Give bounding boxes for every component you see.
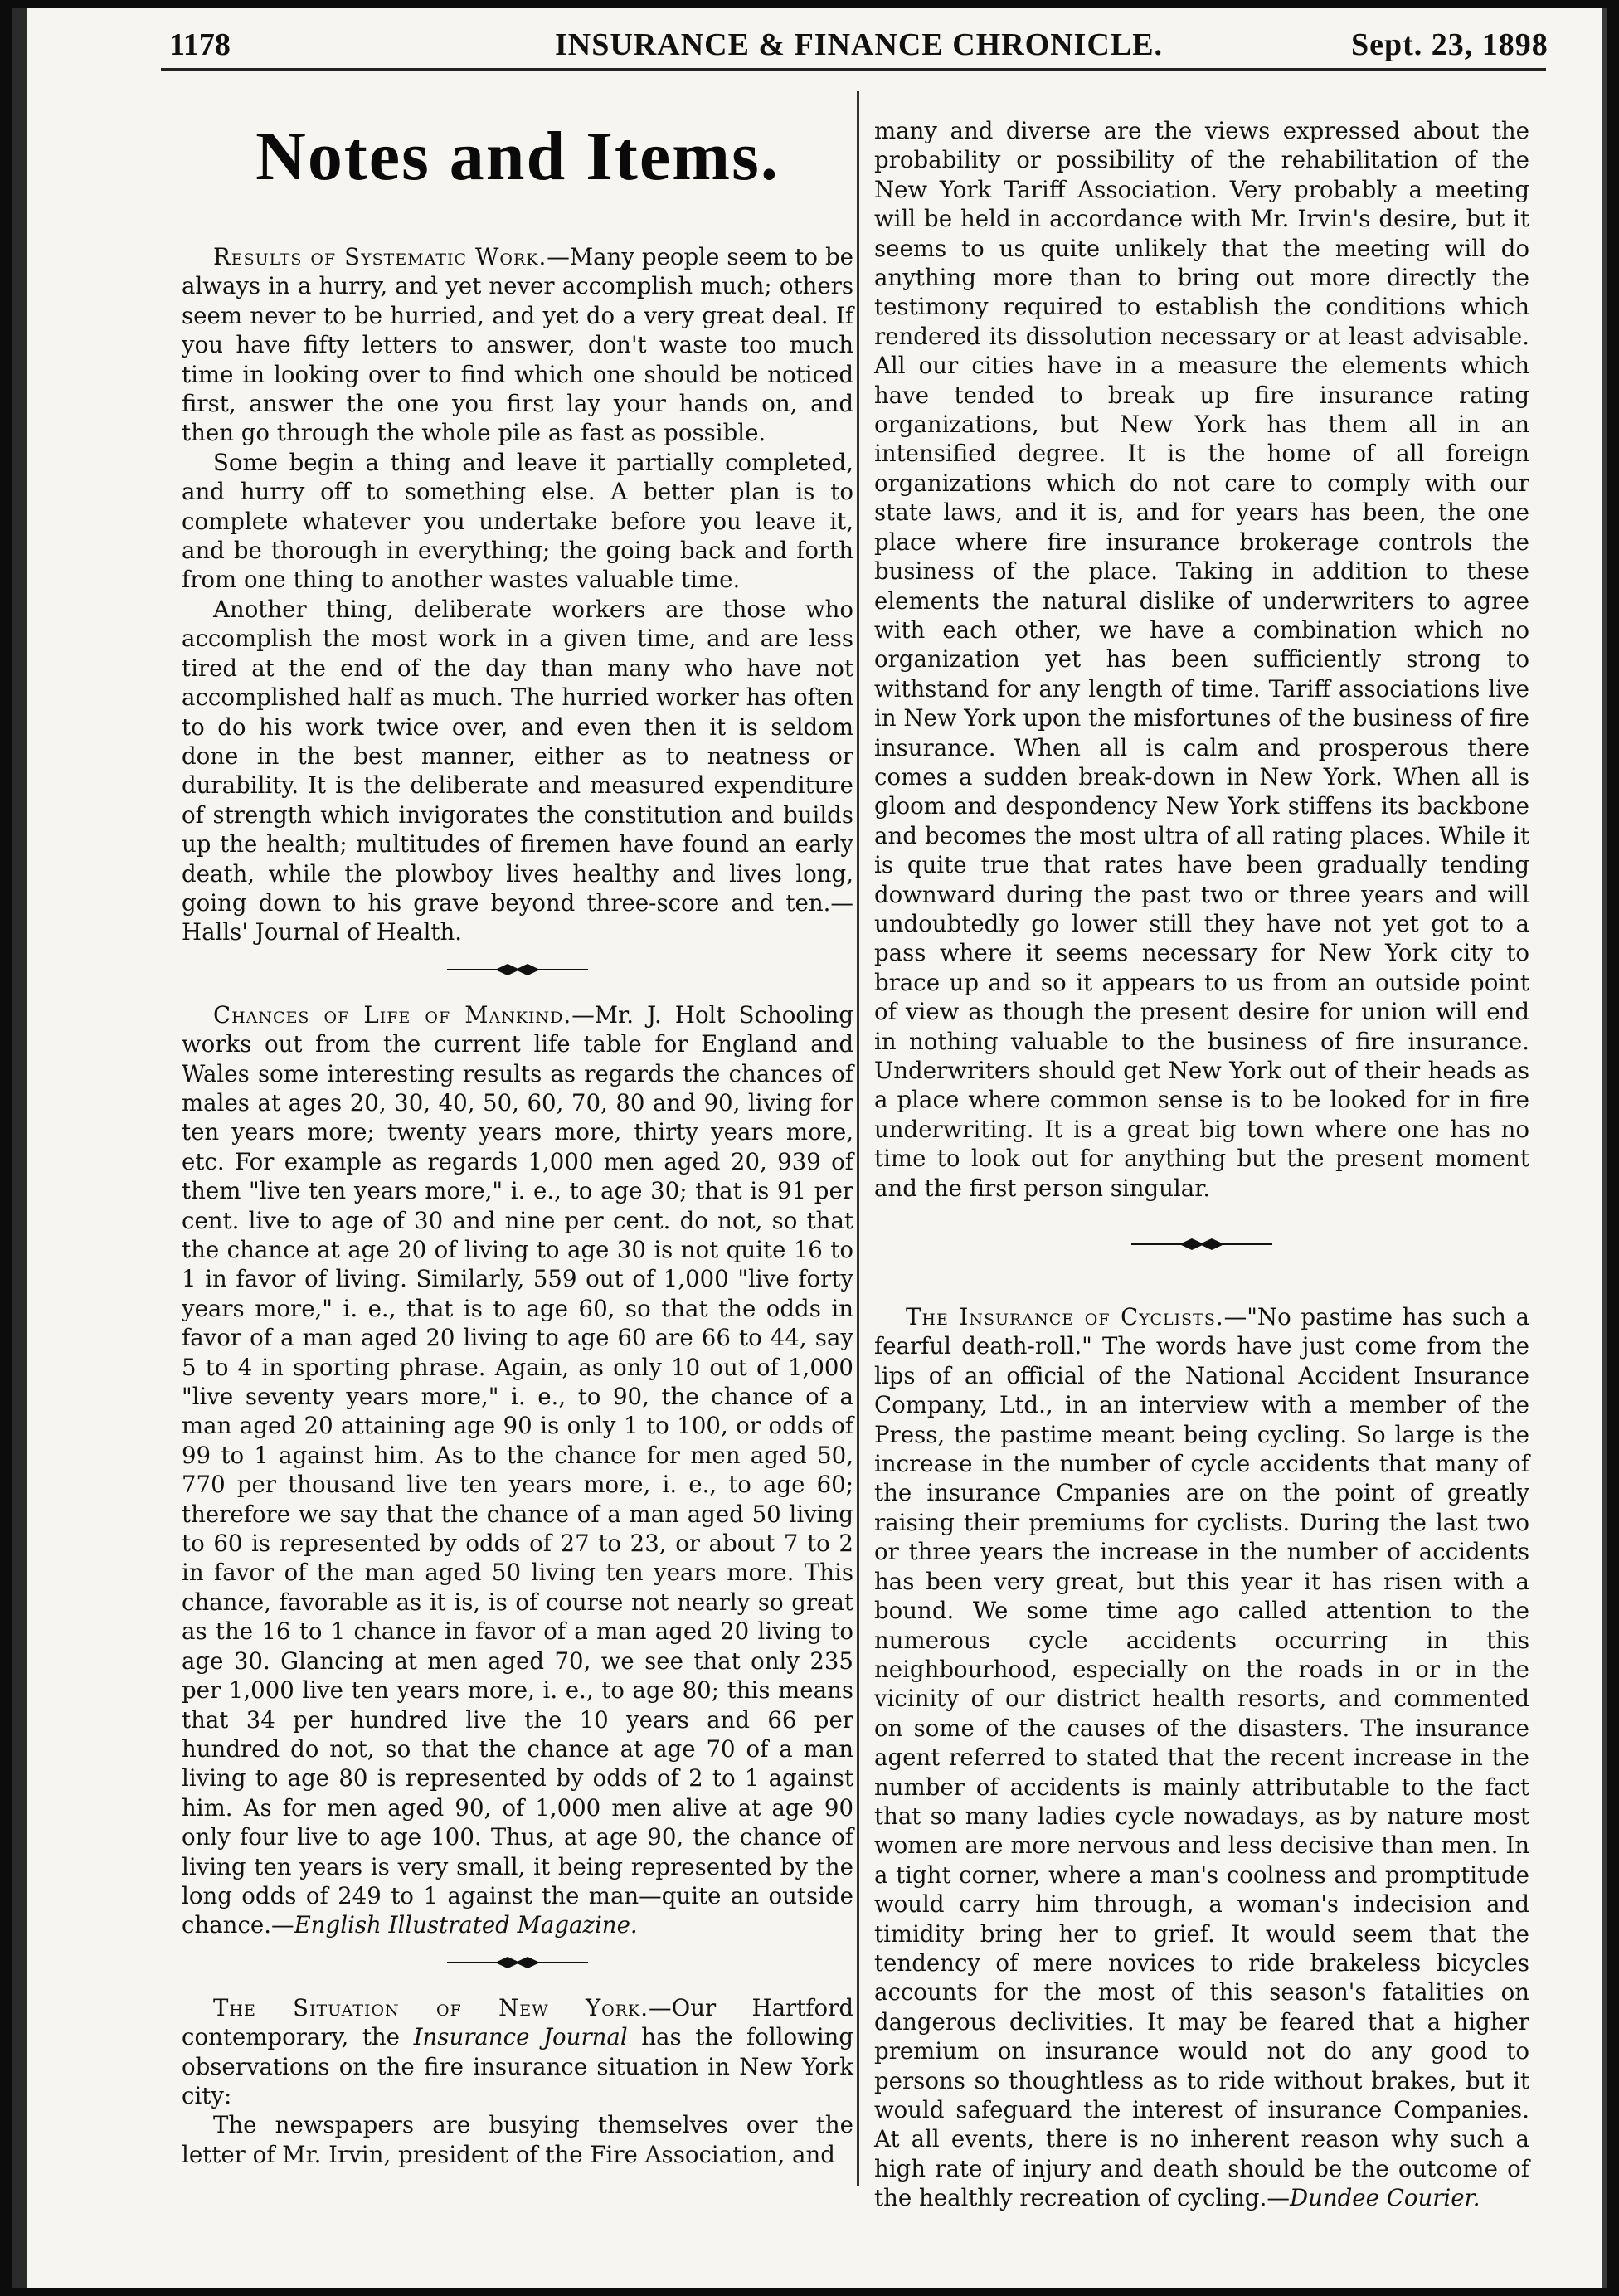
article-cyclists [874,1302,1529,2213]
header-divider [161,68,1546,71]
column-divider [857,91,859,2186]
article-new-york-continued [874,116,1529,1203]
article-systematic-work [182,242,853,947]
article-chances-of-life [182,1000,853,1940]
article-text: —"No pastime has such a fearful death-roll." The words have just come from the lips of an official of the National Accident Insurance Company, Ltd., in an interview with a member of the Press, the pastime meant being cycling. So large is the increase in the number of cycle accidents that many of the insurance Cmpanies are on the point of greatly raising their premiums for cyclists. During the last two or three years the increase in the number of accidents has been very great, but this year it has risen with a bound. We some time ago called attention to the numerous cycle accidents occurring in this neighbourhood, especially on the roads in or in the vicinity of our district health resorts, and commented on some of the causes of the disasters. The insurance agent referred to stated that the recent increase in the number of accidents is mainly attributable to the fact that so many ladies cycle nowadays, as by nature most women are more nervous and less decisive than men. In a tight corner, where a man's coolness and promptitude would carry him through, a woman's indecision and timidity bring her to grief. It would seem that the tendency of mere novices to ride brakeless bicycles accounts for the most of this season's fatalities on dangerous declivities. It may be feared that a higher premium on insurance would not do any good to persons so thoughtless as to ride without brakes, but it would safeguard the interest of insurance Companies. At all events, there is no inherent reason why such a high rate of injury and death should be the outcome of the healthly recreation of cycling.— [874,1303,1529,2212]
page-right-border [1602,8,1607,2288]
article-source: English Illustrated Magazine. [294,1911,638,1939]
article-heading: Chances of Life of Mankind. [213,1000,572,1029]
ornament-divider [874,1219,1529,1269]
newspaper-page [12,8,1607,2288]
article-new-york [182,1993,853,2169]
article-source: Dundee Courier. [1289,2184,1480,2212]
section-title: Notes and Items. [255,118,780,195]
article-heading: The Insurance of Cyclists. [906,1303,1224,1331]
publication-title: INSURANCE & FINANCE CHRONICLE. [555,27,1164,62]
article-paragraph [182,1993,853,2111]
page-left-border [12,8,27,2288]
article-text: —Our Hartford contemporary, the [182,1993,853,2051]
article-paragraph [182,1000,853,1940]
article-heading: Results of Systematic Work. [213,243,547,270]
article-text: —Mr. J. Holt Schooling works out from the current life table for England and Wales some interesting results as regards the chances of males at ages 20, 30, 40, 50, 60, 70, 80 and 90, living for ten years more; twenty years more, thirty years more, etc. For example as regards 1,000 men aged 20, 939 of them "live ten years more," i. e., to age 30; that is 91 per cent. live to age of 30 and nine per cent. do not, so that the chance at age 20 of living to age 30 is not quite 16 to 1 in favor of living. Similarly, 559 out of 1,000 "live forty years more," i. e., that is to age 60, so that the odds in favor of a man aged 20 living to age 60 are 66 to 44, say 5 to 4 in sporting phrase. Again, as only 10 out of 1,000 "live seventy years more," i. e., to 90, the chance of a man aged 20 attaining age 90 is only 1 to 100, or odds of 99 to 1 against him. As to the chance for men aged 50, 770 per thousand live ten years more, i. e., to age 60; therefore we say that the chance of a man aged 50 living to 60 is represented by odds of 27 to 23, or about 7 to 2 in favor of the man aged 50 living ten years more. This chance, favorable as it is, is of course not nearly so great as the 16 to 1 chance in favor of a man aged 20 living to age 30. Glancing at men aged 70, we see that only 235 per 1,000 live ten years more, i. e., to age 80; this means that 34 per hundred live the 10 years and 66 per hundred do not, so that the chance at age 70 of a man living to age 80 is represented by odds of 2 to 1 against him. As for men aged 90, of 1,000 men alive at age 90 only four live to age 100. Thus, at age 90, the chance of living ten years is very small, it being represented by the long odds of 249 to 1 against the man—quite an outside chance.— [182,1000,854,1939]
ornament-divider [182,949,853,990]
left-column [182,108,853,2169]
page-number: 1178 [169,27,231,62]
right-column [874,116,1529,2213]
article-text: —Many people seem to be always in a hurry, and yet never accomplish much; others seem never to be hurried, and yet do a very great deal. If you have fifty letters to answer, don't waste too much time in looking over to find which one should be noticed first, answer the one you first lay your hands on, and then go through the whole pile as fast as possible. [182,243,853,447]
article-heading: The Situation of New York. [213,1993,649,2021]
issue-date: Sept. 23, 1898 [1351,27,1549,62]
article-paragraph: The newspapers are busying themselves over the letter of Mr. Irvin, president of the Fire Association, and [182,2111,853,2168]
journal-name: Insurance Journal [413,2023,628,2051]
article-paragraph [182,242,853,448]
article-text: has the following observations on the fire insurance situation in New York city: [182,2023,853,2109]
ornament-divider [182,1942,853,1983]
article-paragraph: Another thing, deliberate workers are those who accomplish the most work in a given time, and are less tired at the end of the day than many who have not accomplished half as much. The hurried worker has often to do his work twice over, and even then it is seldom done in the best manner, either as to neatness or durability. It is the deliberate and measured expenditure of strength which invigorates the constitution and builds up the health; multitudes of firemen have found an early death, while the plowboy lives healthy and lives long, going down to his grave beyond three-score and ten.—Halls' Journal of Health. [182,595,853,946]
article-paragraph: Some begin a thing and leave it partially completed, and hurry off to something else. A better plan is to complete whatever you undertake before you leave it, and be thorough in everything; the going back and forth from one thing to another wastes valuable time. [182,448,853,594]
article-paragraph-continued: many and diverse are the views expressed about the probability or possibility of the rehabilitation of the New York Tariff Association. Very probably a meeting will be held in accordance with Mr. Irvin's desire, but it seems to us quite unlikely that the meeting will do anything more than to bring out more directly the testimony required to establish the conditions which rendered its dissolution necessary or at least advisable. All our cities have in a measure the elements which have tended to break up fire insurance rating organizations, but New York has them all in an intensified degree. It is the home of all foreign organizations which do not care to comply with our state laws, and it is, and for years has been, the one place where fire insurance brokerage controls the business of the place. Taking in addition to these elements the natural dislike of underwriters to agree with each other, we have a combination which no organization yet has been sufficiently strong to withstand for any length of time. Tariff associations live in New York upon the misfortunes of the business of fire insurance. When all is calm and prosperous there comes a sudden break-down in New York. When all is gloom and despondency New York stiffens its backbone and becomes the most ultra of all rating places. While it is quite true that rates have been gradually tending downward during the past two or three years and will undoubtedly go lower still they have not yet got to a pass where it seems necessary for New York city to brace up and so it appears to us from an outside point of view as though the present desire for union will end in nothing valuable to the business of fire insurance. Underwriters should get New York out of their heads as a place where common sense is to be looked for in fire underwriting. It is a great big town where one has no time to look out for anything but the present moment and the first person singular. [874,117,1529,1202]
article-paragraph [874,1302,1529,2213]
